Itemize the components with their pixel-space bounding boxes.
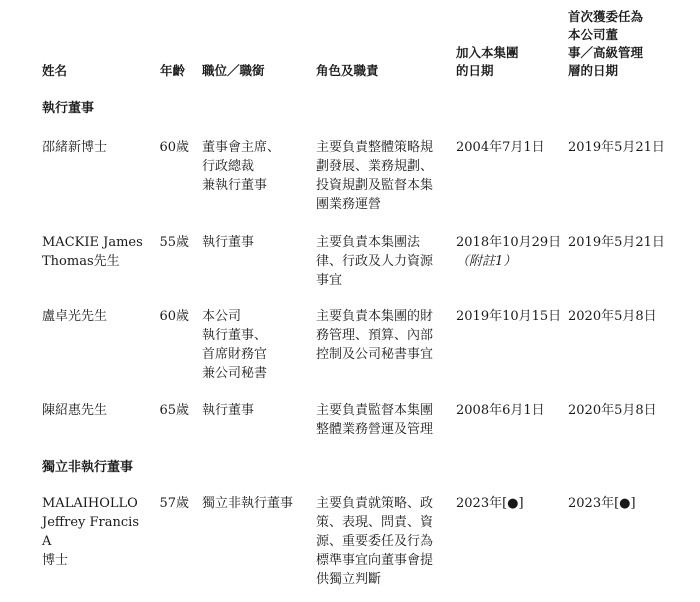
director-age: 60歲 [159,309,189,324]
director-name: 邵緒新博士 [42,140,108,155]
director-age: 65歲 [159,403,189,418]
header-age: 年齡 [160,63,186,78]
appointment-date: 2020年5月8日 [568,403,657,418]
appointment-date: 2020年5月8日 [568,309,657,324]
header-rule [32,84,682,85]
header-position: 職位／職銜 [202,63,265,78]
join-date: 2008年6月1日 [456,403,545,418]
header-name: 姓名 [42,63,68,78]
director-position: 執行董事 [202,403,255,418]
director-role: 主要負責本集團法 律、行政及人力資源 事宜 [316,235,434,288]
director-position: 本公司 執行董事、 首席財務官 兼公司秘書 [202,309,268,381]
join-date: 2023年[●] [456,496,524,511]
join-date: 2018年10月29日 [456,235,562,250]
appointment-date: 2023年[●] [568,496,636,511]
appointment-date: 2019年5月21日 [568,235,665,250]
header-role: 角色及職責 [316,63,379,78]
join-date-note: （附註1） [456,254,517,269]
section-title-independent: 獨立非執行董事 [42,460,134,475]
director-position: 執行董事 [202,235,255,250]
director-role: 主要負責整體策略規 劃發展、業務規劃、 投資規劃及監督本集 團業務運營 [316,140,434,212]
director-position: 獨立非執行董事 [202,496,294,511]
director-name: MACKIE James Thomas先生 [42,235,143,269]
director-name: 陳紹惠先生 [42,403,108,418]
director-position: 董事會主席、 行政總裁 兼執行董事 [202,140,281,193]
join-date: 2019年10月15日 [456,309,562,324]
header-join-date: 加入本集團 的日期 [456,45,519,78]
director-role: 主要負責監督本集團 整體業務營運及管理 [316,403,434,437]
director-name: 盧卓光先生 [42,309,108,324]
section-title-executive: 執行董事 [42,101,95,116]
director-age: 60歲 [159,140,189,155]
director-role: 主要負責本集團的財 務管理、預算、內部 控制及公司秘書事宜 [316,309,434,362]
director-role: 主要負責就策略、政 策、表現、問責、資 源、重要委任及行為 標準事宜向董事會提 供獨立判斷 [316,496,434,587]
director-age: 57歲 [159,496,189,511]
join-date: 2004年7月1日 [456,140,545,155]
appointment-date: 2019年5月21日 [568,140,665,155]
director-name: MALAIHOLLO Jeffrey Francis A 博士 [42,496,139,568]
director-age: 55歲 [159,235,189,250]
header-appointment-date: 首次獲委任為 本公司董 事／高級管理 層的日期 [568,9,644,78]
